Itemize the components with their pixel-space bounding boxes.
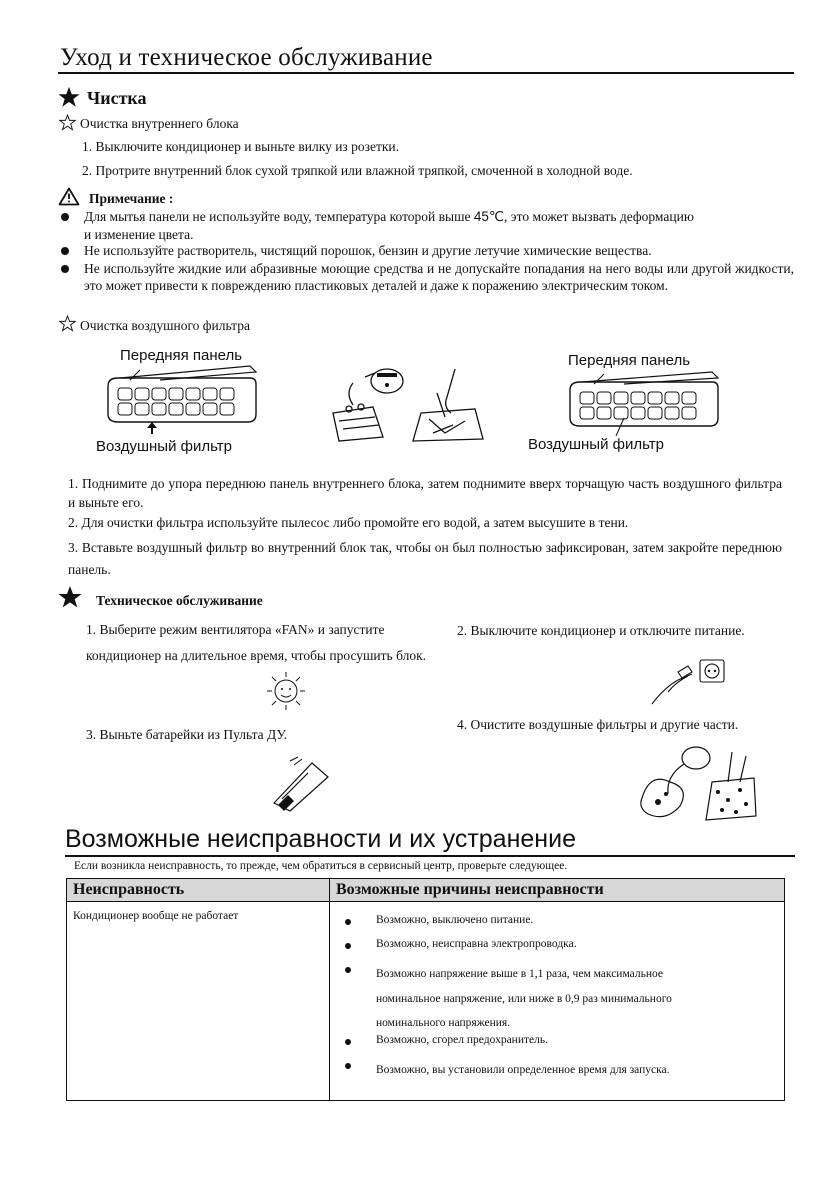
causes-list xyxy=(330,902,784,1092)
cleaning-heading: Чистка xyxy=(87,88,147,108)
vacuum-washing-illustration xyxy=(325,363,490,445)
troubleshooting-rule xyxy=(65,855,795,857)
maintenance-step-3: 3. Выньте батарейки из Пульта ДУ. xyxy=(86,727,288,742)
warning-icon xyxy=(58,187,80,206)
star-filled-icon xyxy=(58,86,80,108)
maintenance-step-4: 4. Очистите воздушные фильтры и другие части. xyxy=(457,717,739,732)
cause-item: Возможно, неисправна электропроводка. xyxy=(376,938,577,950)
bullet-dot xyxy=(61,213,69,221)
indoor-step-1: 1. Выключите кондиционер и выньте вилку из розетки. xyxy=(82,139,400,154)
column-header-fault: Неисправность xyxy=(67,879,330,902)
indoor-cleaning-heading: Очистка внутреннего блока xyxy=(80,116,239,131)
bullet-dot xyxy=(345,967,351,973)
bullet-dot xyxy=(345,1039,351,1045)
vacuum-cleaning-icon xyxy=(636,742,760,826)
bullet-dot xyxy=(345,943,351,949)
note-bullet-1: Для мытья панели не используйте воду, температура которой выше 45℃, это может вызвать деформацию xyxy=(84,209,694,224)
indoor-unit-illustration xyxy=(564,370,724,436)
front-panel-label-right: Передняя панель xyxy=(568,352,691,369)
bullet-dot xyxy=(345,919,351,925)
star-outline-icon xyxy=(59,315,76,332)
filter-step-3: 3. Вставьте воздушный фильтр во внутренний блок так, чтобы он был полностью зафиксирован, затем закройте переднюю панель. xyxy=(68,540,782,577)
unplug-icon xyxy=(648,652,728,708)
remote-control-icon xyxy=(268,755,334,813)
causes-cell xyxy=(330,902,785,1101)
front-panel-label-left: Передняя панель xyxy=(120,347,243,364)
bullet-dot xyxy=(61,265,69,273)
bullet-dot xyxy=(345,1063,351,1069)
fault-cell xyxy=(67,902,330,1101)
table-header-row xyxy=(67,879,785,902)
star-filled-icon xyxy=(58,585,82,609)
note-bullet-1-cont: и изменение цвета. xyxy=(84,227,194,242)
column-header-causes: Возможные причины неисправности xyxy=(330,879,785,902)
air-filter-label-left: Воздушный фильтр xyxy=(96,438,232,455)
title-rule xyxy=(58,72,794,74)
table-row xyxy=(67,902,785,1101)
page-title: Уход и техническое обслуживание xyxy=(60,44,433,71)
note-heading: Примечание : xyxy=(89,191,174,206)
bullet-dot xyxy=(61,247,69,255)
cause-item: Возможно, выключено питание. xyxy=(376,914,534,926)
note-bullet-3: Не используйте жидкие или абразивные моющие средства и не допускайте попадания на него воды или другой жидкости, это может привести к повреждению пластиковых деталей и даже к поражению электрическим током. xyxy=(84,261,794,293)
indoor-step-2: 2. Протрите внутренний блок сухой тряпкой или влажной тряпкой, смоченной в холодной воде. xyxy=(82,163,633,178)
star-outline-icon xyxy=(59,114,76,131)
troubleshooting-table xyxy=(66,878,785,1101)
air-filter-label-right: Воздушный фильтр xyxy=(528,436,664,453)
filter-cleaning-heading: Очистка воздушного фильтра xyxy=(80,318,250,333)
filter-step-1: 1. Поднимите до упора переднюю панель внутреннего блока, затем поднимите вверх торчащую часть воздушного фильтра и выньте его. xyxy=(68,476,782,510)
cause-item: Возможно, вы установили определенное время для запуска. xyxy=(376,1064,670,1076)
cause-item: Возможно, сгорел предохранитель. xyxy=(376,1034,548,1046)
fault-text: Кондиционер вообще не работает xyxy=(73,910,239,922)
troubleshooting-title: Возможные неисправности и их устранение xyxy=(65,825,576,853)
maintenance-heading: Техническое обслуживание xyxy=(96,593,263,608)
indoor-unit-illustration xyxy=(100,364,260,434)
cause-item: Возможно напряжение выше в 1,1 раза, чем максимальное номинальное напряжение, или ниже в 0,9 раз минимального номинального напряжения. xyxy=(376,968,672,1029)
sun-icon xyxy=(264,670,308,712)
maintenance-step-2: 2. Выключите кондиционер и отключите питание. xyxy=(457,623,745,638)
filter-step-2: 2. Для очистки фильтра используйте пылесос либо промойте его водой, а затем высушите в тени. xyxy=(68,515,629,530)
note-bullet-2: Не используйте растворитель, чистящий порошок, бензин и другие летучие химические вещества. xyxy=(84,243,652,258)
maintenance-step-1: 1. Выберите режим вентилятора «FAN» и запустите кондиционер на длительное время, чтобы просушить блок. xyxy=(86,622,427,663)
troubleshooting-intro: Если возникла неисправность, то прежде, чем обратиться в сервисный центр, проверьте следующее. xyxy=(74,860,568,872)
